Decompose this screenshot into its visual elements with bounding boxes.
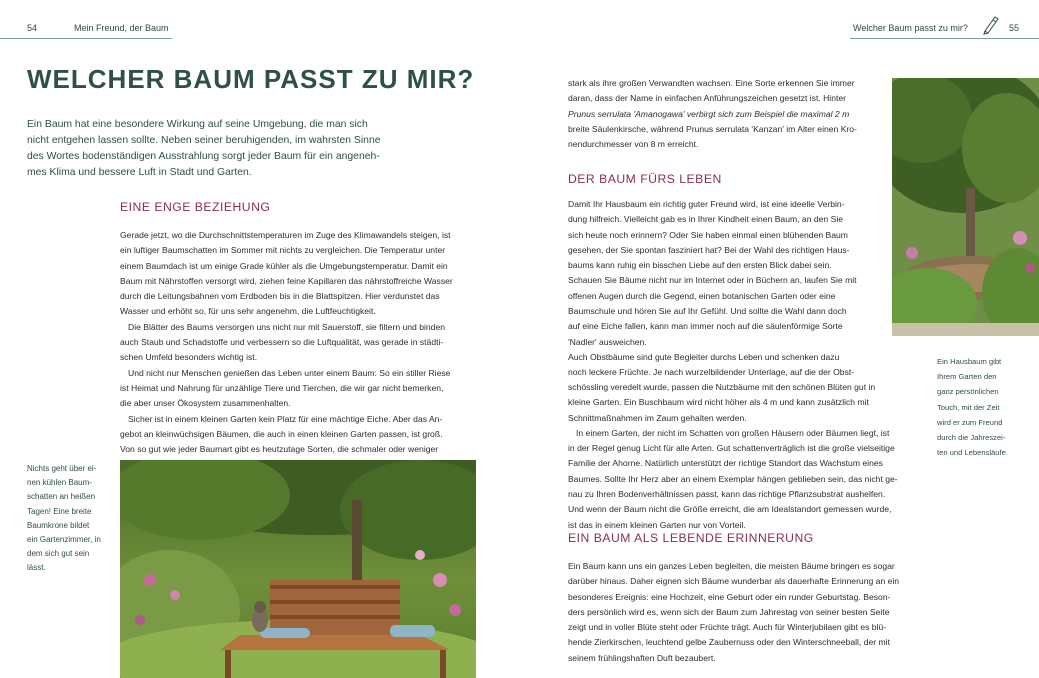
text-line: ist das in einem kleinen Garten nur von Vorteil. [568,519,746,530]
text-line: nau zu Ihren Bodenverhältnissen passt, kann das richtige Pflanzsubstrat aushelfen. [568,489,886,500]
text-line: dung hilfreich. Vielleicht gab es in Ihrer Kindheit einen Baum, an den Sie [568,214,844,225]
intro-line: mes Klima und bessere Luft in Stadt und Garten. [27,167,252,178]
text-line: Und wenn der Baum nicht die Größe erreicht, die am Idealstandort gemessen wurde, [568,504,892,515]
text-line: sich heute noch erinnern? Oder Sie haben einmal einen blühenden Baum [568,229,848,240]
text-line: Sicher ist in einem kleinen Garten kein Platz für eine mächtige Eiche. Aber das An- [128,413,443,424]
text-line: Prunus serrulata 'Amanogawa' verbirgt sich zum Beispiel die maximal 2 m [568,108,850,119]
text-line: die aber unser Ökosystem zusammenhalten. [120,398,291,409]
caption-line: Tagen! Eine breite [27,506,92,516]
text-line: nendurchmesser von 8 m erreicht. [568,139,699,150]
text-line: 'Nadler' ausweichen. [568,336,647,347]
text-line: Baum mit Nährstoffen versorgt wird, ziehen feine Kapillaren das nährstoffreiche Wasser [120,275,453,286]
section2-body-wide [568,380,925,533]
text-line: Und nicht nur Menschen genießen das Leben unter einem Baum: So ein stiller Riese [128,367,451,378]
text-line: Die Blätter des Baums versorgen uns nicht nur mit Sauerstoff, sie filtern und binden [128,321,446,332]
section-heading-ein-baum-als-lebende-erinnerung: EIN BAUM ALS LEBENDE ERINNERUNG [568,531,814,545]
text-line: auch Staub und Schadstoffe und verbessern so die Luftqualität, was gerade in städti- [120,337,444,348]
intro-line: des Wortes bodenständigen Ausstrahlung sorgt jeder Baum für ein angeneh- [27,151,380,162]
text-line: In einem Garten, der nicht im Schatten von großen Häusern oder Bäumen liegt, ist [576,427,890,438]
text-line: Wasser und erhöht so, für uns sehr angenehm, die Luftfeuchtigkeit. [120,306,376,317]
caption-line: ein Gartenzimmer, in [27,535,101,545]
text-line: seinem frühlingshaften Duft bezaubert. [568,652,716,663]
text-line: Gerade jetzt, wo die Durchschnittstemperaturen im Zuge des Klimawandels steigen, ist [120,230,451,240]
caption-line: nen kühlen Baum- [27,478,92,488]
page-title: WELCHER BAUM PASST ZU MIR? [27,64,475,94]
intro-paragraph [27,117,417,181]
text-line: offenen Augen durch die Gegend, einen botanischen Garten oder eine [568,290,836,301]
section-heading-der-baum-fuers-leben: DER BAUM FÜRS LEBEN [568,172,722,186]
section-heading-eine-enge-beziehung: EINE ENGE BEZIEHUNG [120,200,271,214]
text-line: einem Baumdach ist um einige Grade kühler als die Umgebungstemperatur. Damit ein [120,260,448,271]
intro-line: Ein Baum hat eine besondere Wirkung auf seine Umgebung, die man sich [27,119,368,130]
text-line: Baumschule und hören Sie auf Ihr Gefühl. Und sollte die Wahl dann doch [568,306,847,317]
right-running-title: Welcher Baum passt zu mir? [853,23,968,33]
text-line: gebot an kleinwüchsigen Bäumen, die auch in einen kleinen Garten passen, ist groß. [120,428,443,439]
intro-line: nicht entgehen lassen sollte. Neben seiner beruhigenden, im wahrsten Sinne [27,135,381,146]
text-line: schössling veredelt wurde, passen die Nutzbäume mit den schönen Blüten gut in [568,382,876,392]
left-page-number: 54 [27,23,38,33]
text-line: noch leckere Früchte. Je nach wurzelbildender Unterlage, auf die der Obst- [568,367,855,378]
caption-line: durch die Jahreszei- [937,433,1006,443]
text-line: daran, dass der Name in einfachen Anführungszeichen gesetzt ist. Hinter [568,93,847,104]
text-line: breite Säulenkirsche, während Prunus serrulata 'Kanzan' im Alter einen Kro- [568,123,857,134]
text-line: hende Zierkirschen, leuchtend gelbe Zaubernuss oder den Winterschneeball, der mit [568,637,890,648]
house-tree-photo [892,78,1039,336]
caption-line: ten und Lebensläufe. [937,448,1008,458]
text-line: zeigt und in voller Blüte steht oder Früchte trägt. Auch für Winterjubilaen gibt es blü- [568,622,887,633]
header-rule-right [850,38,1039,39]
text-line: kleine Garten. Ein Buschbaum wird nicht höher als 4 m und kann zusätzlich mit [568,397,869,408]
text-line: in der Regel genug Licht für alle Arten. Gut schattenverträglich ist die große vielseitige [568,443,895,454]
caption-line: Ihrem Garten den [937,372,997,382]
text-line: auf eine Eiche fallen, kann man immer noch auf die säulenförmige Sorte [568,321,843,332]
text-line: Baumes. Sollte Ihr Herz aber an einem Exemplar hängen geblieben sein, das nicht ge- [568,473,898,484]
text-line: baums kann ruhig ein bisschen Liebe auf den ersten Blick dabei sein. [568,260,832,271]
right-top-body [568,76,878,152]
caption-line: dem sich gut sein [27,549,90,559]
text-line: ders persönlich wird es, wenn sich der Baum zum Jahrestag von seiner besten Seite [568,606,890,617]
text-line: ist Heimat und Nahrung für unzählige Tiere und Tierchen, die wir gar nicht bemerken, [120,382,444,393]
caption-line: schatten an heißen [27,492,96,502]
photo-caption-left [27,462,117,576]
text-line: gesehen, der Sie spontan fasziniert hat? Bei der Wahl des richtigen Haus- [568,244,850,255]
caption-line: wird er zum Freund [937,417,1003,427]
section2-body [568,197,878,381]
caption-line: Ein Hausbaum gibt [937,357,1002,366]
pencil-icon [981,13,1001,35]
caption-line: Touch, mit der Zeit [937,402,1000,412]
header-rule-left [0,38,172,39]
text-line: Schauen Sie Bäume nicht nur im Internet oder in Büchern an, laufen Sie mit [568,275,857,286]
caption-line: Baumkrone bildet [27,520,90,530]
photo-caption-right [937,354,1037,460]
text-line: Schnittmaßnahmen im Zaum gehalten werden. [568,412,747,423]
caption-line: lässt. [27,563,46,573]
text-line: besonderes Ereignis: eine Hochzeit, eine Geburt oder ein runder Geburtstag. Beson- [568,591,891,602]
section1-body [120,228,476,457]
text-line: durch die Leitungsbahnen vom Erdboden bis in die Blattspitzen. Hier verdunstet das [120,291,440,302]
text-line: stark als ihre großen Verwandten wachsen. Eine Sorte erkennen Sie immer [568,78,855,88]
text-line: ein luftiger Baumschatten im Sommer mit nichts zu vergleichen. Die Temperatur unter [120,245,446,256]
left-running-title: Mein Freund, der Baum [74,23,169,33]
right-page-number: 55 [1009,23,1020,33]
section3-body [568,559,925,666]
text-line: Familie der Ahorne. Natürlich unterstützt der richtige Standort das Wachstum eines [568,458,883,469]
text-line: Auch Obstbäume sind gute Begleiter durchs Leben und schenken dazu [568,351,840,362]
caption-line: ganz persönlichen [937,387,999,397]
garden-bench-photo [120,460,476,678]
caption-line: Nichts geht über ei- [27,464,97,473]
text-line: Ein Baum kann uns ein ganzes Leben begleiten, die meisten Bäume bringen es sogar [568,561,895,571]
text-line: darüber hinaus. Daher eignen sich Bäume wunderbar als dauerhafte Erinnerung an ein [568,576,900,587]
text-line: schen Umfeld besonders wichtig ist. [120,352,258,363]
text-line: Von so gut wie jeder Baumart gibt es heutzutage Sorten, die schmaler oder weniger [120,444,439,455]
text-line: Damit Ihr Hausbaum ein richtig guter Freund wird, ist eine ideelle Verbin- [568,199,845,209]
